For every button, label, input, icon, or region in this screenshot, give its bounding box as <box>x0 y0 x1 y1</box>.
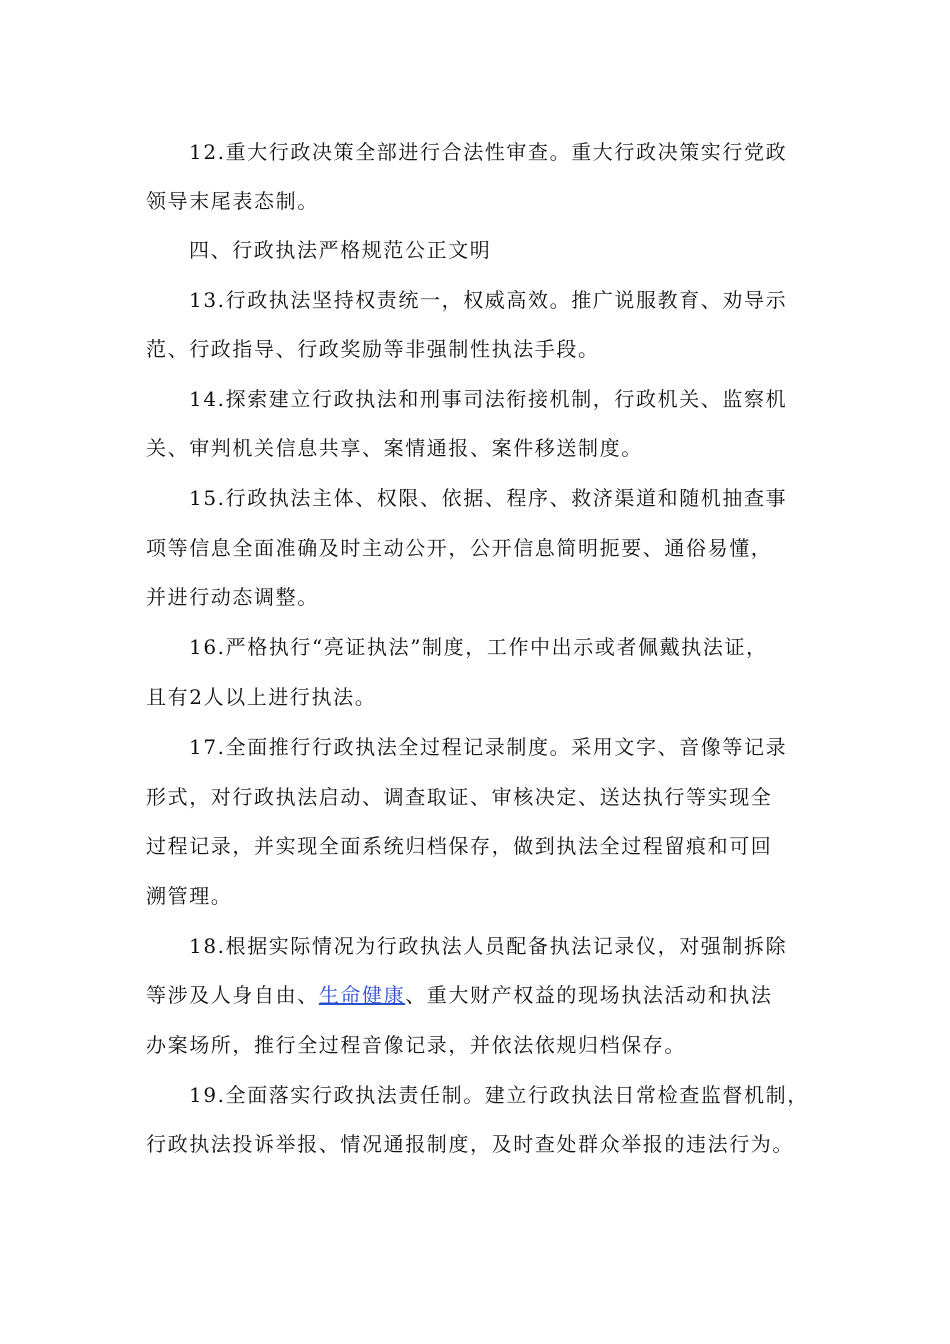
section-heading-4: 四、行政执法严格规范公正文明 <box>189 238 492 262</box>
paragraph-12-line-2: 领导末尾表态制。 <box>146 189 319 213</box>
paragraph-14-line-2: 关、审判机关信息共享、案情通报、案件移送制度。 <box>146 436 643 460</box>
health-link[interactable]: 生命健康 <box>318 983 406 1007</box>
paragraph-19-line-1: 19.全面落实行政执法责任制。建立行政执法日常检查监督机制， <box>189 1083 809 1107</box>
paragraph-13-line-1: 13.行政执法坚持权责统一，权威高效。推广说服教育、劝导示 <box>189 288 788 312</box>
paragraph-17-line-1: 17.全面推行行政执法全过程记录制度。采用文字、音像等记录 <box>189 735 788 759</box>
paragraph-18-text-before-link: 等涉及人身自由、 <box>146 983 319 1007</box>
paragraph-15-line-2: 项等信息全面准确及时主动公开，公开信息简明扼要、通俗易懂， <box>146 536 773 560</box>
paragraph-12-line-1: 12.重大行政决策全部进行合法性审查。重大行政决策实行党政 <box>189 140 788 164</box>
paragraph-18-line-1: 18.根据实际情况为行政执法人员配备执法记录仪，对强制拆除 <box>189 934 788 958</box>
paragraph-16-line-1: 16.严格执行“亮证执法”制度，工作中出示或者佩戴执法证， <box>189 635 768 659</box>
paragraph-17-line-4: 溯管理。 <box>146 884 233 908</box>
paragraph-15-line-1: 15.行政执法主体、权限、依据、程序、救济渠道和随机抽查事 <box>189 486 788 510</box>
paragraph-16-line-2: 且有2人以上进行执法。 <box>146 685 377 709</box>
paragraph-19-line-2: 行政执法投诉举报、情况通报制度，及时查处群众举报的违法行为。 <box>146 1132 794 1156</box>
paragraph-18-text-after-link: 、重大财产权益的现场执法活动和执法 <box>405 983 773 1007</box>
paragraph-15-line-3: 并进行动态调整。 <box>146 585 319 609</box>
paragraph-13-line-2: 范、行政指导、行政奖励等非强制性执法手段。 <box>146 337 600 361</box>
paragraph-18-line-3: 办案场所，推行全过程音像记录，并依法依规归档保存。 <box>146 1033 686 1057</box>
paragraph-17-line-3: 过程记录，并实现全面系统归档保存，做到执法全过程留痕和可回 <box>146 834 773 858</box>
paragraph-14-line-1: 14.探索建立行政执法和刑事司法衔接机制，行政机关、监察机 <box>189 387 788 411</box>
paragraph-17-line-2: 形式，对行政执法启动、调查取证、审核决定、送达执行等实现全 <box>146 785 773 809</box>
paragraph-18-line-2 <box>146 983 772 1007</box>
